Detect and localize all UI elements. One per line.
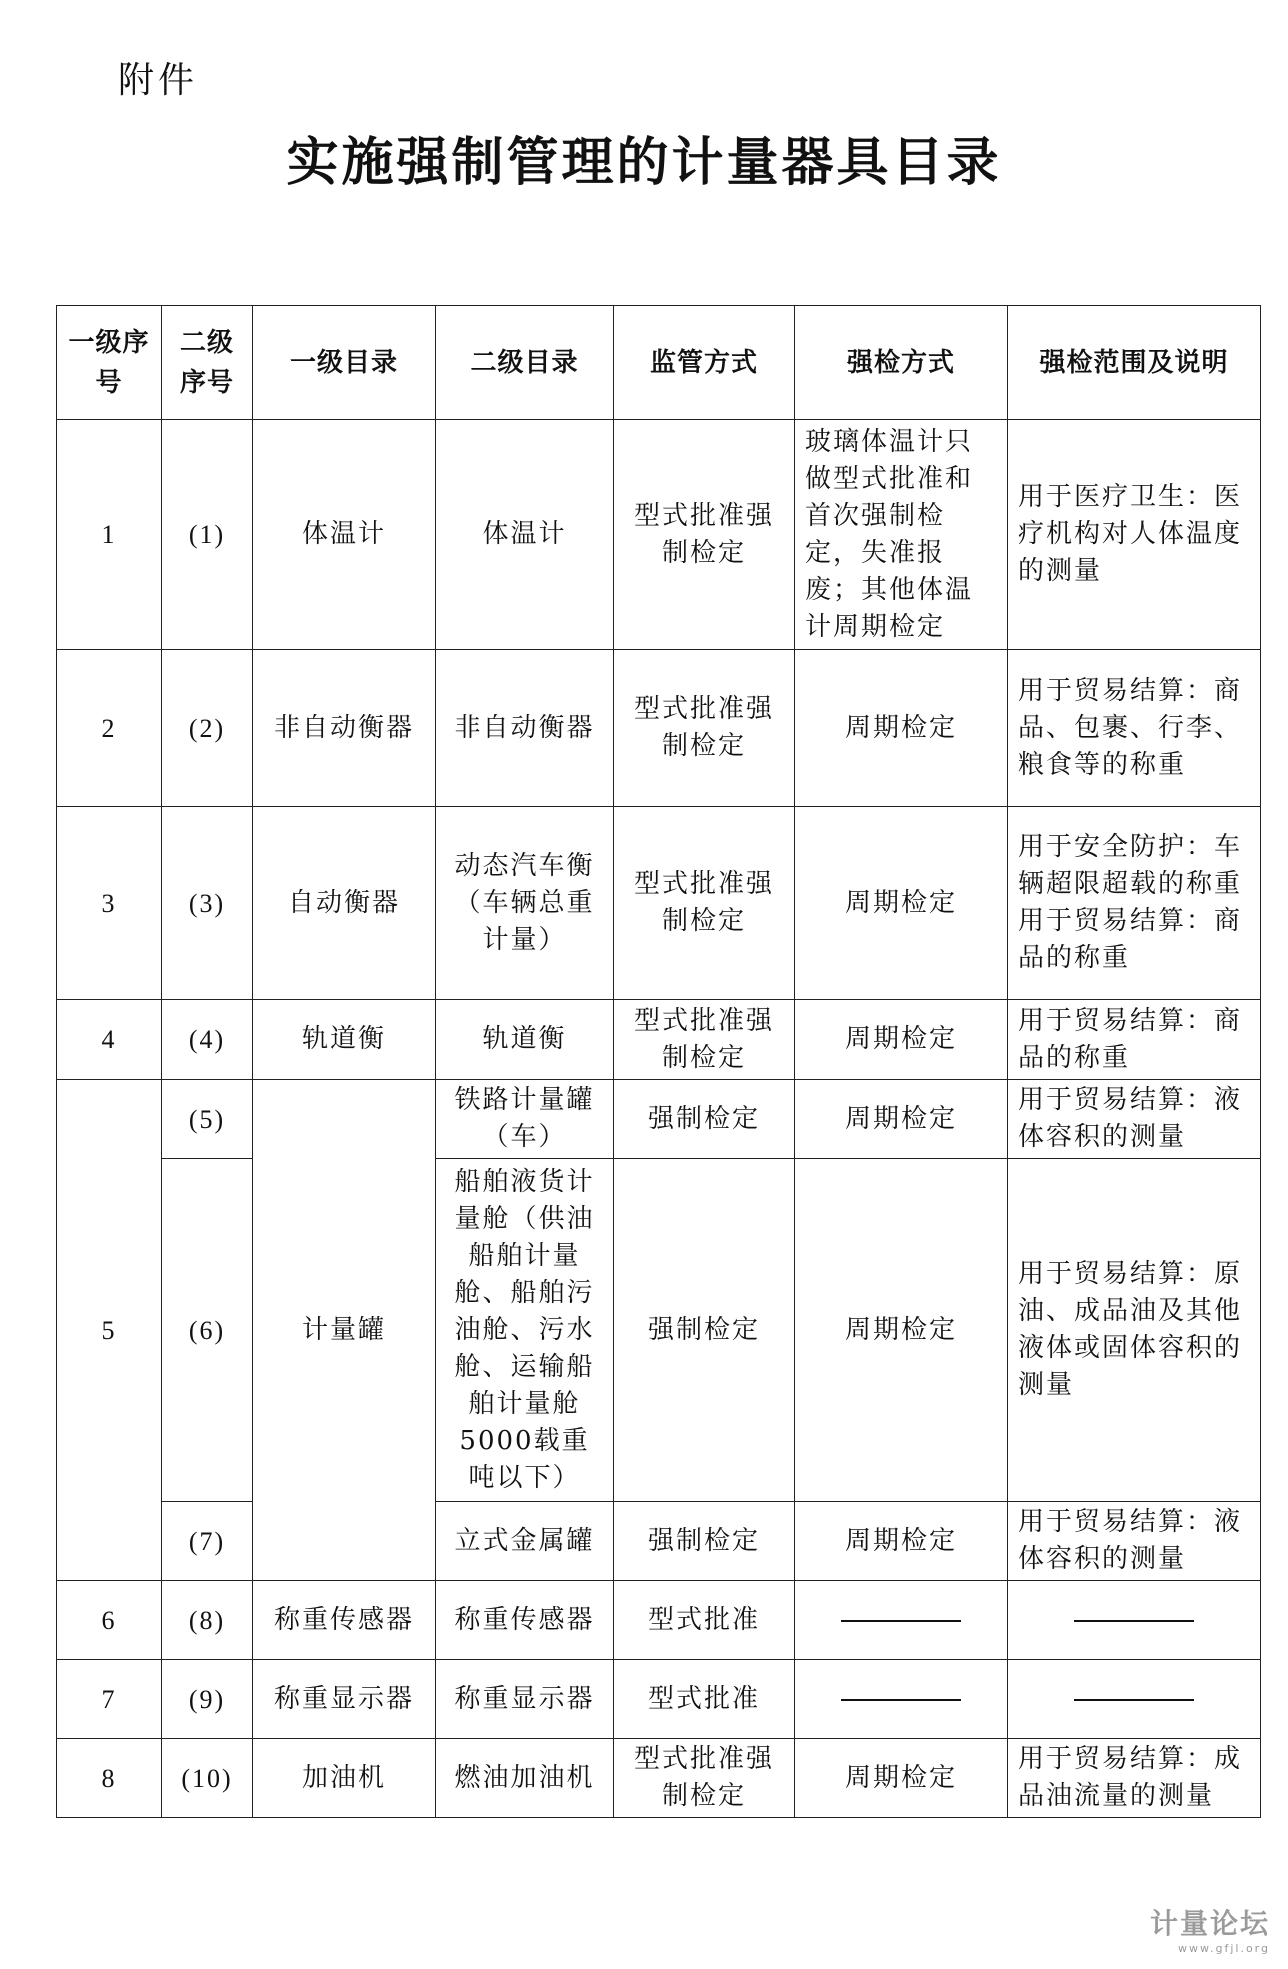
cell-supervision: 型式批准强制检定 (614, 1739, 795, 1818)
cell-supervision: 型式批准强制检定 (614, 420, 795, 650)
cell-scope: 用于安全防护：车辆超限超载的称重 用于贸易结算：商品的称重 (1008, 807, 1261, 1000)
header-level1-catalog: 一级目录 (253, 306, 436, 420)
cell-scope: 用于贸易结算：液体容积的测量 (1008, 1080, 1261, 1159)
header-level2-no: 二级序号 (162, 306, 253, 420)
table-row (57, 1502, 1261, 1581)
cell-scope: 用于贸易结算：成品油流量的测量 (1008, 1739, 1261, 1818)
cell-level1-no: 2 (57, 650, 162, 807)
cell-level2-no: (8) (162, 1581, 253, 1660)
attachment-label: 附件 (118, 60, 199, 101)
cell-supervision: 型式批准强制检定 (614, 1000, 795, 1080)
header-verification: 强检方式 (795, 306, 1008, 420)
cell-verification: 周期检定 (795, 1502, 1008, 1581)
header-supervision: 监管方式 (614, 306, 795, 420)
cell-level1-no: 6 (57, 1581, 162, 1660)
cell-verification: 周期检定 (795, 1159, 1008, 1502)
cell-scope: 用于贸易结算：商品的称重 (1008, 1000, 1261, 1080)
cell-scope: 用于贸易结算：商品、包裹、行李、粮食等的称重 (1008, 650, 1261, 807)
cell-supervision: 型式批准强制检定 (614, 807, 795, 1000)
table-row (57, 807, 1261, 1000)
cell-level2-catalog: 立式金属罐 (436, 1502, 614, 1581)
table-row (57, 1739, 1261, 1818)
cell-verification-dash (795, 1660, 1008, 1739)
cell-level1-no: 1 (57, 420, 162, 650)
cell-verification-dash (795, 1581, 1008, 1660)
cell-level2-no: (4) (162, 1000, 253, 1080)
cell-level2-no: (9) (162, 1660, 253, 1739)
cell-verification: 周期检定 (795, 650, 1008, 807)
cell-level2-catalog: 称重显示器 (436, 1660, 614, 1739)
table-row (57, 1660, 1261, 1739)
cell-level1-catalog: 称重显示器 (253, 1660, 436, 1739)
cell-level2-catalog: 轨道衡 (436, 1000, 614, 1080)
cell-supervision: 型式批准 (614, 1660, 795, 1739)
table-row (57, 1581, 1261, 1660)
cell-level1-catalog: 加油机 (253, 1739, 436, 1818)
header-level1-no: 一级序号 (57, 306, 162, 420)
watermark-logo-text: 计量论坛 (1149, 1907, 1270, 1940)
dash-line (841, 1699, 961, 1701)
cell-level2-no: (5) (162, 1080, 253, 1159)
cell-level2-no: (6) (162, 1159, 253, 1502)
dash-line (841, 1620, 961, 1622)
cell-level2-catalog: 船舶液货计量舱（供油船舶计量舱、船舶污油舱、污水舱、运输船舶计量舱5000载重吨以下） (436, 1159, 614, 1502)
cell-scope: 用于贸易结算：液体容积的测量 (1008, 1502, 1261, 1581)
header-scope: 强检范围及说明 (1008, 306, 1261, 420)
cell-level1-no: 5 (57, 1080, 162, 1581)
header-level2-catalog: 二级目录 (436, 306, 614, 420)
cell-level1-no: 7 (57, 1660, 162, 1739)
cell-level2-catalog: 动态汽车衡（车辆总重计量） (436, 807, 614, 1000)
table-row (57, 1159, 1261, 1502)
cell-supervision: 型式批准 (614, 1581, 795, 1660)
cell-level1-catalog: 轨道衡 (253, 1000, 436, 1080)
cell-scope: 用于贸易结算：原油、成品油及其他液体或固体容积的测量 (1008, 1159, 1261, 1502)
cell-level2-no: (1) (162, 420, 253, 650)
table-row (57, 1080, 1261, 1159)
cell-level2-catalog: 燃油加油机 (436, 1739, 614, 1818)
cell-level1-catalog: 自动衡器 (253, 807, 436, 1000)
cell-scope-dash (1008, 1660, 1261, 1739)
cell-level1-no: 8 (57, 1739, 162, 1818)
table-row (57, 1000, 1261, 1080)
cell-supervision: 强制检定 (614, 1502, 795, 1581)
cell-verification: 周期检定 (795, 1000, 1008, 1080)
cell-level1-no: 3 (57, 807, 162, 1000)
table-row (57, 420, 1261, 650)
watermark-url: www.gfjl.org (1178, 1942, 1270, 1955)
cell-supervision: 强制检定 (614, 1159, 795, 1502)
cell-level1-catalog: 计量罐 (253, 1080, 436, 1581)
cell-verification: 周期检定 (795, 807, 1008, 1000)
cell-level2-catalog: 铁路计量罐（车） (436, 1080, 614, 1159)
document-title: 实施强制管理的计量器具目录 (286, 133, 1002, 193)
cell-level1-no: 4 (57, 1000, 162, 1080)
cell-level2-no: (2) (162, 650, 253, 807)
cell-level1-catalog: 体温计 (253, 420, 436, 650)
cell-scope-dash (1008, 1581, 1261, 1660)
cell-verification: 玻璃体温计只做型式批准和首次强制检定，失准报废；其他体温计周期检定 (795, 420, 1008, 650)
instrument-catalog-table (56, 305, 1261, 1818)
cell-level1-catalog: 称重传感器 (253, 1581, 436, 1660)
cell-scope: 用于医疗卫生：医疗机构对人体温度的测量 (1008, 420, 1261, 650)
cell-level1-catalog: 非自动衡器 (253, 650, 436, 807)
cell-supervision: 型式批准强制检定 (614, 650, 795, 807)
cell-level2-catalog: 称重传感器 (436, 1581, 614, 1660)
cell-level2-no: (10) (162, 1739, 253, 1818)
cell-supervision: 强制检定 (614, 1080, 795, 1159)
cell-level2-no: (7) (162, 1502, 253, 1581)
dash-line (1074, 1620, 1194, 1622)
cell-level2-catalog: 非自动衡器 (436, 650, 614, 807)
dash-line (1074, 1699, 1194, 1701)
cell-verification: 周期检定 (795, 1739, 1008, 1818)
cell-verification: 周期检定 (795, 1080, 1008, 1159)
table-row (57, 650, 1261, 807)
cell-level2-catalog: 体温计 (436, 420, 614, 650)
cell-level2-no: (3) (162, 807, 253, 1000)
site-watermark (1150, 1902, 1270, 1955)
table-header-row (57, 306, 1261, 420)
